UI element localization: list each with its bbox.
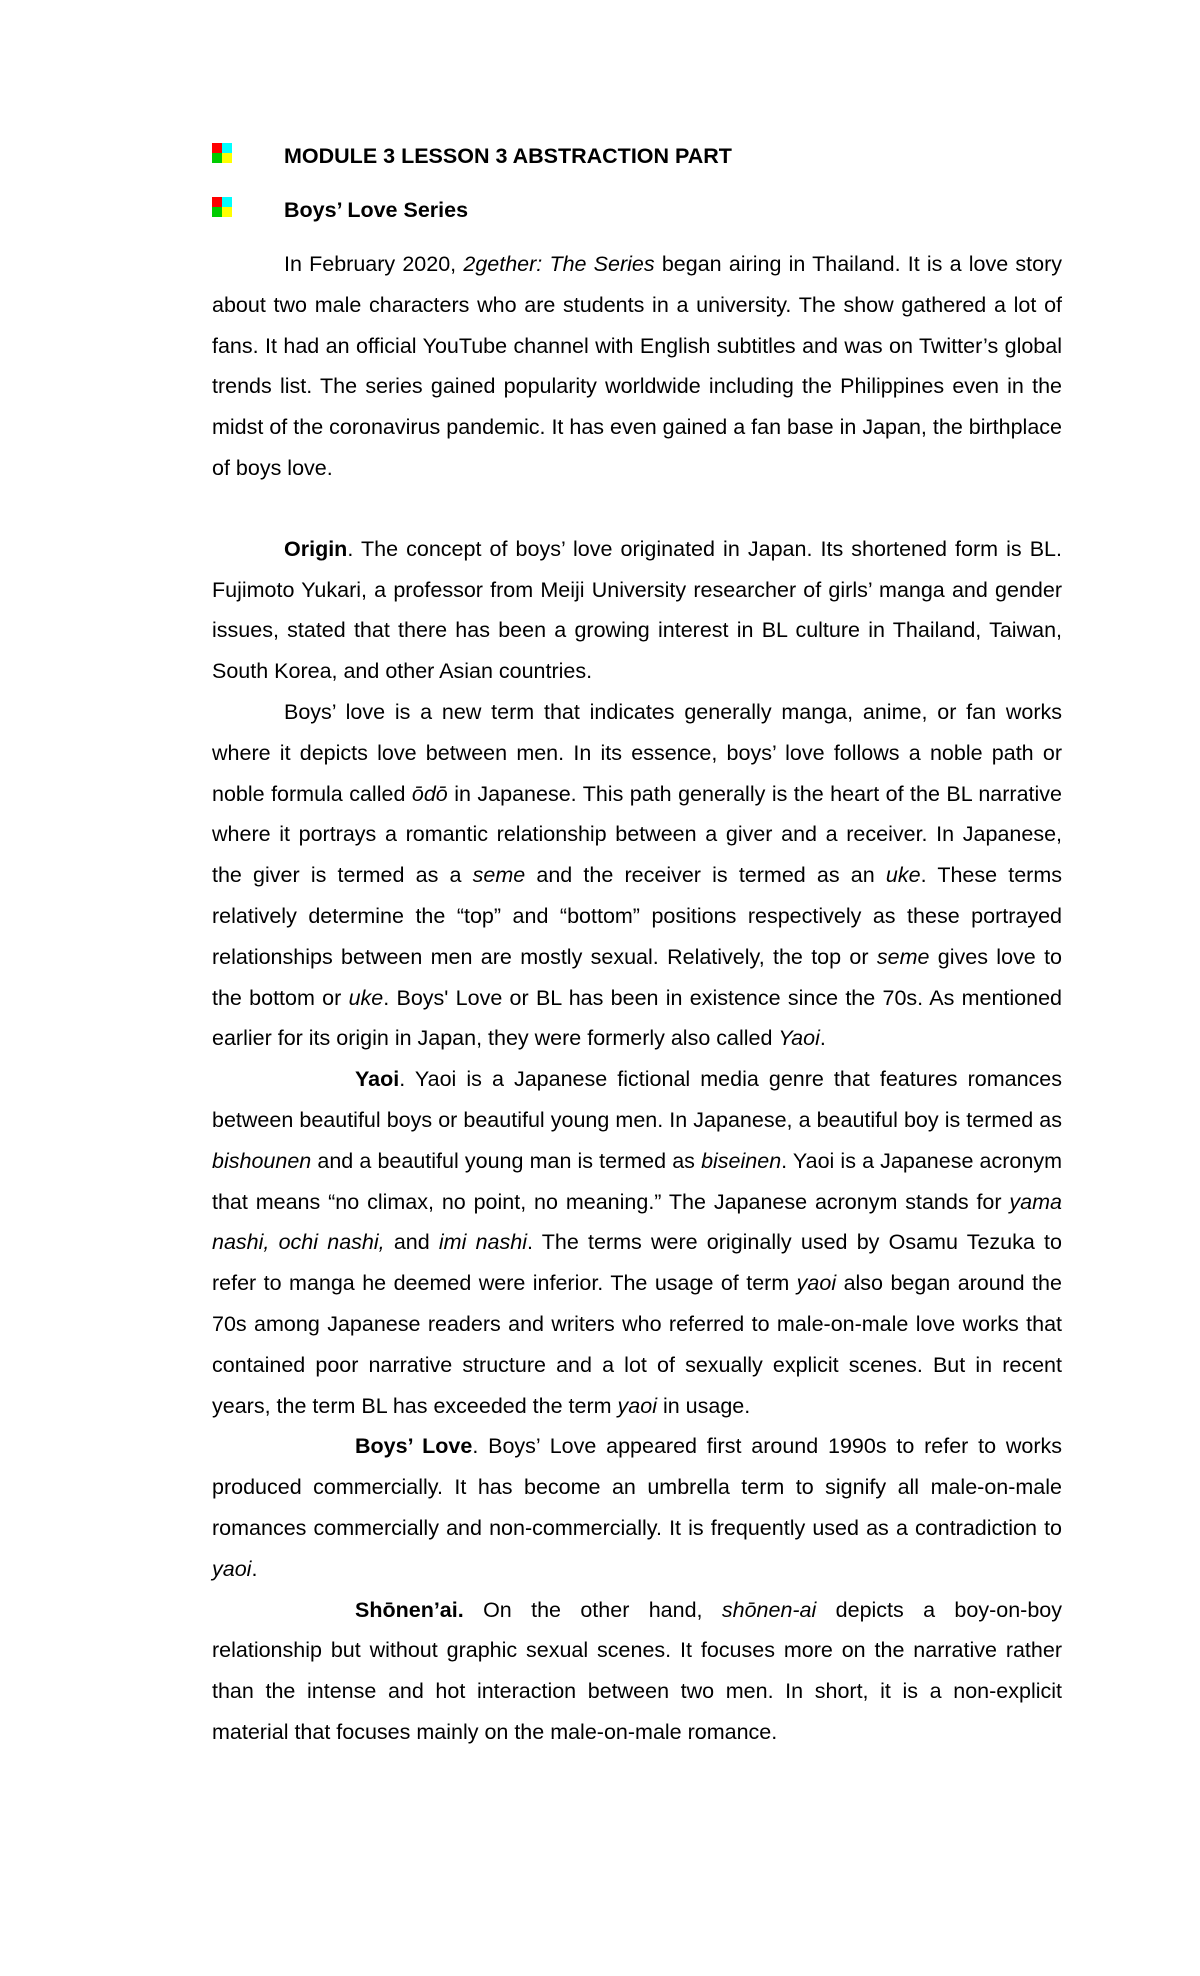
text-segment: . The concept of boys’ love originated in Japan. Its shortened form is BL. Fujimoto Yukari, a professor from Meiji University researcher of girls’ manga and gender issues, stated that there has been a growing interest in BL culture in Thailand, Taiwan, South Korea, and other Asian countries. xyxy=(212,536,1062,684)
text-segment: depicts a boy-on-boy relationship but without graphic sexual scenes. It focuses more on the narrative rather than the intense and hot interaction between two men. In short, it is a non-explicit material that focuses mainly on the male-on-male romance. xyxy=(212,1597,1062,1744)
text-segment: . These terms relatively determine the “top” and “bottom” positions respectively as these portrayed relationships between men are mostly sexual. Relatively, the top or xyxy=(212,863,1062,969)
italic-term: uke xyxy=(348,985,384,1010)
text-segment: On the other hand, xyxy=(463,1597,722,1622)
yaoi-paragraph xyxy=(212,1059,1062,1426)
text-segment: Boys’ love is a new term that indicates generally manga, anime, or fan works where it depicts love between men. In its essence, boys’ love follows a noble path or noble formula called xyxy=(212,699,1062,806)
italic-term: biseinen xyxy=(701,1148,782,1173)
text-segment: in usage. xyxy=(656,1393,751,1418)
colored-square-bullet-icon xyxy=(212,197,232,217)
italic-term: imi nashi xyxy=(438,1230,527,1255)
italic-term: Yaoi xyxy=(778,1026,820,1051)
text-segment: . Yaoi is a Japanese fictional media genre that features romances between beautiful boys or beautiful young men. In Japanese, a beautiful boy is termed as xyxy=(212,1067,1062,1132)
italic-term: shōnen-ai xyxy=(721,1597,817,1622)
series-subheading: Boys’ Love Series xyxy=(284,197,469,222)
module-heading-row xyxy=(212,136,1062,176)
text-segment: . Boys’ Love appeared first around 1990s to refer to works produced commercially. It has become an umbrella term to signify all male-on-male romances commercially and non-commercially. It is frequently used as a contradiction to xyxy=(212,1434,1063,1540)
text-segment: in Japanese. This path generally is the heart of the BL narrative where it portrays a romantic relationship between a giver and a receiver. In Japanese, the giver is termed as a xyxy=(212,781,1062,888)
italic-term: seme xyxy=(876,944,930,969)
term-heading: Boys’ Love xyxy=(355,1434,473,1459)
italic-term: seme xyxy=(472,863,526,888)
italic-term: bishounen xyxy=(212,1148,312,1173)
italic-term: yaoi xyxy=(617,1393,657,1418)
text-segment: gives love to the bottom or xyxy=(212,944,1062,1010)
text-segment: . xyxy=(819,1026,826,1051)
document-page xyxy=(212,136,1062,1753)
italic-term: ōdō xyxy=(411,781,448,806)
text-segment: and xyxy=(384,1230,439,1255)
italic-term: yama nashi, ochi nashi, xyxy=(212,1189,1062,1255)
text-segment: and a beautiful young man is termed as xyxy=(311,1148,702,1173)
text-segment: . The terms were originally used by Osamu Tezuka to refer to manga he deemed were inferior. The usage of term xyxy=(212,1230,1062,1296)
italic-term: yaoi xyxy=(796,1271,837,1296)
term-heading: Yaoi xyxy=(355,1067,400,1092)
term-heading: Shōnen’ai. xyxy=(355,1597,464,1622)
italic-term: 2gether: The Series xyxy=(463,252,655,276)
text-segment: also began around the 70s among Japanese readers and writers who referred to male-on-male love works that contained poor narrative structure and a lot of sexually explicit scenes. But in recent years, the term BL has exceeded the term xyxy=(212,1271,1062,1418)
text-segment: . xyxy=(251,1556,258,1581)
colored-square-bullet-icon xyxy=(212,143,232,163)
italic-term: uke xyxy=(885,863,921,888)
text-segment: and the receiver is termed as an xyxy=(525,863,886,888)
text-segment: began airing in Thailand. It is a love story about two male characters who are students in a university. The show gathered a lot of fans. It had an official YouTube channel with English subtitles and was on Twitter’s global trends list. The series gained popularity worldwide including the Philippines even in the midst of the coronavirus pandemic. It has even gained a fan base in Japan, the birthplace of boys love. xyxy=(212,252,1063,480)
italic-term: yaoi xyxy=(212,1556,252,1581)
text-segment: In February 2020, xyxy=(284,252,464,276)
shonen-ai-paragraph xyxy=(212,1590,1062,1753)
boys-love-paragraph xyxy=(212,1426,1062,1589)
module-heading: MODULE 3 LESSON 3 ABSTRACTION PART xyxy=(284,143,732,168)
text-segment: . Boys' Love or BL has been in existence since the 70s. As mentioned earlier for its origin in Japan, they were formerly also called xyxy=(212,985,1062,1051)
intro-paragraph xyxy=(212,244,1062,489)
text-segment: . Yaoi is a Japanese acronym that means “no climax, no point, no meaning.” The Japanese acronym stands for xyxy=(212,1148,1062,1214)
boys-love-definition-paragraph xyxy=(212,692,1062,1059)
origin-paragraph xyxy=(212,529,1062,692)
subheading-row xyxy=(212,190,1062,230)
term-heading: Origin xyxy=(284,536,348,561)
